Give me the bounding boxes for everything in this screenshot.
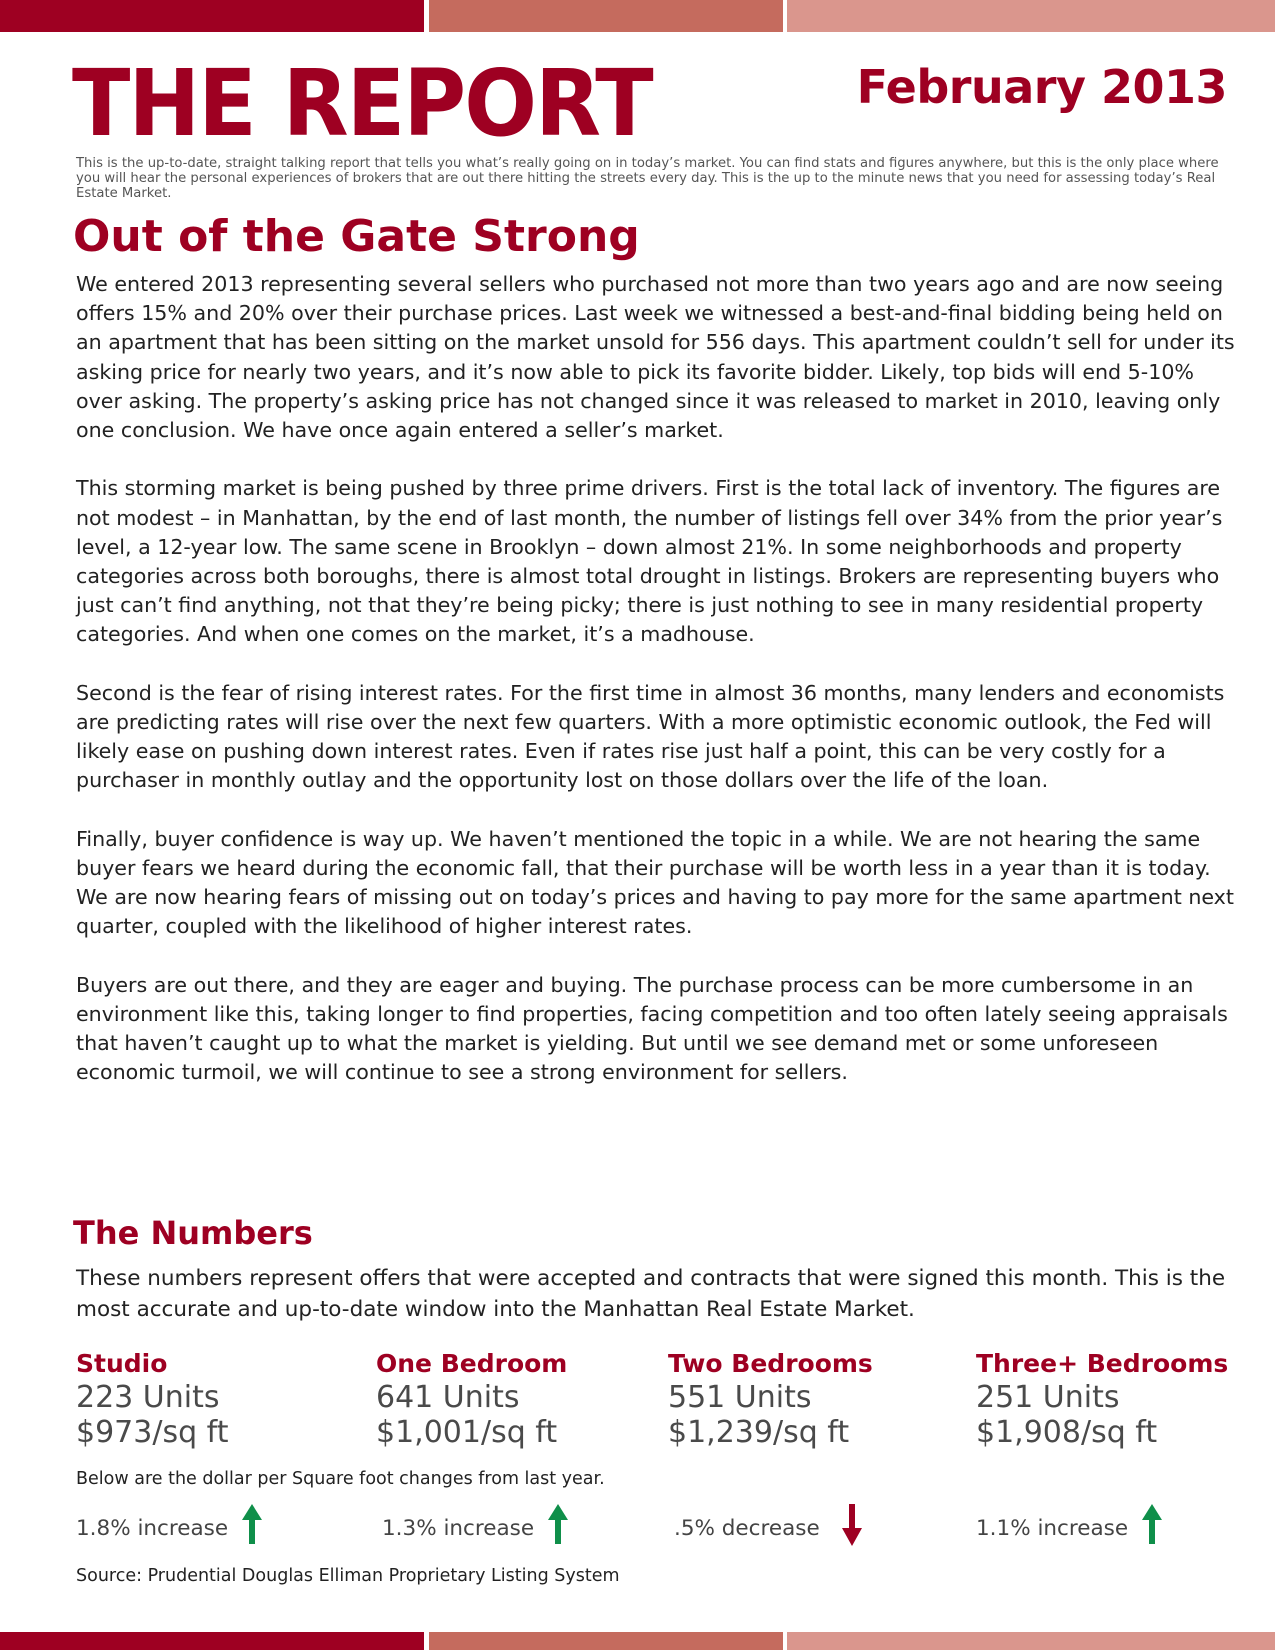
stat-one-bedroom bbox=[376, 1348, 567, 1450]
changes-label: Below are the dollar per Square foot changes from last year. bbox=[76, 1469, 605, 1489]
stat-units: 551 Units bbox=[668, 1380, 812, 1415]
stat-units: 641 Units bbox=[376, 1380, 520, 1415]
change-text: 1.3% increase bbox=[382, 1515, 535, 1541]
change-two-bedrooms bbox=[674, 1506, 862, 1550]
stat-price: $1,908/sq ft bbox=[976, 1415, 1158, 1450]
color-bar-segment-light bbox=[787, 0, 1275, 32]
change-three-plus-bedrooms bbox=[976, 1506, 1162, 1550]
article-paragraph: We entered 2013 representing several sellers who purchased not more than two years ago and are now seeing offers 15% and 20% over their purchase prices. Last week we witnessed a best-and-final bidding being held on an apartment that has been sitting on the market unsold for 556 days. This apartment couldn’t sell for under its asking price for nearly two years, and it’s now able to pick its favorite bidder. Likely, top bids will end 5-10% over asking. The property’s asking price has not changed since it was released to market in 2010, leaving only one conclusion. We have once again entered a seller’s market. bbox=[76, 272, 1235, 443]
stat-three-plus-bedrooms bbox=[976, 1348, 1228, 1450]
top-color-bar bbox=[0, 0, 1275, 32]
color-bar-segment-mid bbox=[429, 1632, 783, 1650]
stat-units: 223 Units bbox=[76, 1380, 220, 1415]
article-paragraph: Buyers are out there, and they are eager and buying. The purchase process can be more cumbersome in an environment like this, taking longer to find properties, facing competition and too often lately seeing appraisals that haven’t caught up to what the market is yielding. But until we see demand met or some unforeseen economic turmoil, we will continue to see a strong environment for sellers. bbox=[76, 972, 1228, 1085]
arrow-up-icon bbox=[242, 1504, 262, 1552]
stat-price: $973/sq ft bbox=[76, 1415, 229, 1450]
stat-category-name: Three+ Bedrooms bbox=[976, 1349, 1229, 1378]
report-title: THE REPORT bbox=[72, 50, 652, 157]
stat-category-name: Two Bedrooms bbox=[668, 1349, 873, 1378]
report-date: February 2013 bbox=[856, 60, 1227, 114]
article-body bbox=[76, 270, 1236, 1117]
color-bar-segment-dark bbox=[0, 1632, 424, 1650]
change-one-bedroom bbox=[382, 1506, 568, 1550]
stat-units: 251 Units bbox=[976, 1380, 1120, 1415]
change-text: 1.1% increase bbox=[976, 1515, 1129, 1541]
stat-studio bbox=[76, 1348, 228, 1450]
report-intro: This is the up-to-date, straight talking report that tells you what’s really going on in today’s market. You can find stats and figures anywhere, but this is the only place where you will hear the personal experiences of brokers that are out there hitting the streets every day. This is the up to the minute news that you need for assessing today’s Real Estate Market. bbox=[76, 156, 1219, 201]
numbers-heading: The Numbers bbox=[73, 1214, 313, 1252]
color-bar-segment-mid bbox=[429, 0, 783, 32]
article-paragraph: Second is the fear of rising interest rates. For the first time in almost 36 months, many lenders and economists are predicting rates will rise over the next few quarters. With a more optimistic economic outlook, the Fed will likely ease on pushing down interest rates. Even if rates rise just half a point, this can be very costly for a purchaser in monthly outlay and the opportunity lost on those dollars over the life of the loan. bbox=[76, 680, 1225, 793]
arrow-up-icon bbox=[548, 1504, 568, 1552]
stat-price: $1,001/sq ft bbox=[376, 1415, 558, 1450]
bottom-color-bar bbox=[0, 1632, 1275, 1650]
change-text: 1.8% increase bbox=[76, 1515, 229, 1541]
article-paragraph: This storming market is being pushed by three prime drivers. First is the total lack of inventory. The figures are not modest – in Manhattan, by the end of last month, the number of listings fell over 34% from the prior year’s level, a 12-year low. The same scene in Brooklyn – down almost 21%. In some neighborhoods and property categories across both boroughs, there is almost total drought in listings. Brokers are representing buyers who just can’t find anything, not that they’re being picky; there is just nothing to see in many residential property categories. And when one comes on the market, it’s a madhouse. bbox=[76, 476, 1223, 647]
numbers-intro: These numbers represent offers that were accepted and contracts that were signed this month. This is the most accurate and up-to-date window into the Manhattan Real Estate Market. bbox=[76, 1266, 1226, 1322]
stat-category-name: Studio bbox=[76, 1349, 168, 1378]
article-heading: Out of the Gate Strong bbox=[73, 211, 640, 262]
color-bar-segment-light bbox=[787, 1632, 1275, 1650]
stat-category-name: One Bedroom bbox=[376, 1349, 568, 1378]
source-note: Source: Prudential Douglas Elliman Proprietary Listing System bbox=[76, 1566, 620, 1586]
arrow-up-icon bbox=[1142, 1504, 1162, 1552]
arrow-down-icon bbox=[842, 1504, 862, 1552]
color-bar-segment-dark bbox=[0, 0, 424, 32]
stat-two-bedrooms bbox=[668, 1348, 873, 1450]
article-paragraph: Finally, buyer confidence is way up. We haven’t mentioned the topic in a while. We are not hearing the same buyer fears we heard during the economic fall, that their purchase will be worth less in a year than it is today. We are now hearing fears of missing out on today’s prices and having to pay more for the same apartment next quarter, coupled with the likelihood of higher interest rates. bbox=[76, 826, 1234, 939]
change-studio bbox=[76, 1506, 262, 1550]
stat-price: $1,239/sq ft bbox=[668, 1415, 850, 1450]
change-text: .5% decrease bbox=[674, 1515, 820, 1541]
